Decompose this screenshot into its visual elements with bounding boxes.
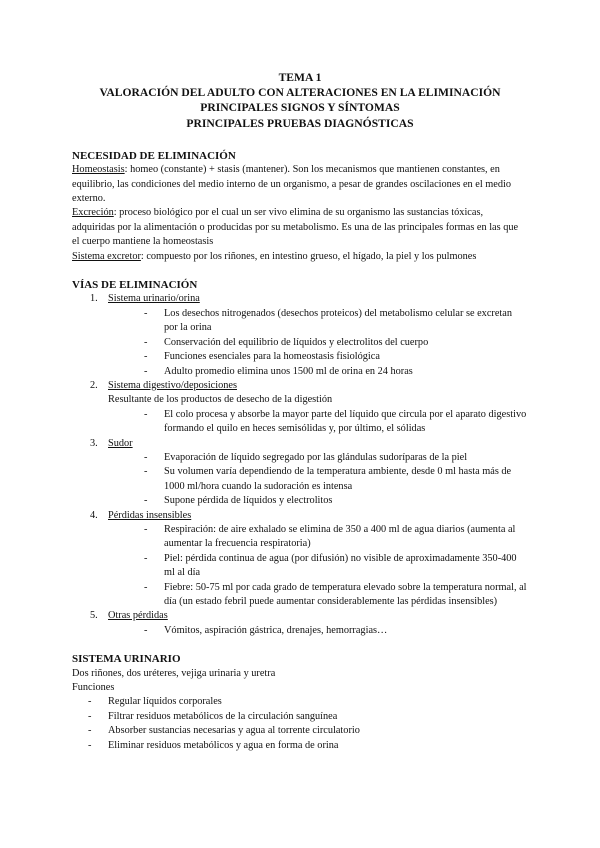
bullet-item: - Absorber sustancias necesarias y agua al torrente circulatorio [108, 724, 528, 738]
term-sistema-excretor: Sistema excretor [72, 250, 141, 262]
section-heading: NECESIDAD DE ELIMINACIÓN [72, 149, 236, 162]
bullet-list [108, 451, 528, 509]
bullet-item: - Supone pérdida de líquidos y electrolitos [164, 494, 528, 508]
list-item [90, 609, 528, 638]
text-excrecion: : proceso biológico por el cual un ser vivo elimina de su organismo las sustancias tóxicas, adquiridas por la alimentación o producidas por su metabolismo. Es una de las principales formas en las que el cuerpo mantiene la homeostasis [72, 207, 519, 248]
title-line-4: PRINCIPALES PRUEBAS DIAGNÓSTICAS [186, 116, 414, 130]
vias-list [72, 292, 528, 638]
bullet-list [72, 695, 528, 753]
term-excrecion: Excreción [72, 207, 114, 219]
paragraph-componentes: Dos riñones, dos uréteres, vejiga urinaria y uretra [72, 667, 276, 679]
bullet-item: - Eliminar residuos metabólicos y agua en forma de orina [108, 739, 528, 753]
term-homeostasis: Homeostasis [72, 164, 125, 176]
bullet-item: - Su volumen varía dependiendo de la temperatura ambiente, desde 0 ml hasta más de 1000 ml/hora cuando la sudoración es intensa [164, 465, 528, 494]
paragraph-sistema-excretor [72, 250, 528, 264]
title-block [72, 70, 528, 131]
bullet-item: - Evaporación de líquido segregado por las glándulas sudoríparas de la piel [164, 451, 528, 465]
bullet-item: - Los desechos nitrogenados (desechos proteicos) del metabolismo celular se excretan por la orina [164, 307, 528, 336]
bullet-item: - Conservación del equilibrio de líquidos y electrolitos del cuerpo [164, 336, 528, 350]
bullet-item: - Vómitos, aspiración gástrica, drenajes, hemorragias… [164, 624, 528, 638]
list-item [90, 509, 528, 610]
bullet-list [108, 624, 528, 638]
section-necesidad [72, 149, 528, 264]
item-number: 5. [90, 610, 98, 622]
paragraph-homeostasis [72, 163, 528, 206]
item-title: Sudor [108, 437, 133, 449]
paragraph-excrecion [72, 206, 528, 249]
item-title: Otras pérdidas [108, 610, 168, 622]
item-number: 1. [90, 293, 98, 305]
section-heading: VÍAS DE ELIMINACIÓN [72, 279, 198, 292]
paragraph-funciones: Funciones [72, 682, 115, 694]
bullet-item: - Respiración: de aire exhalado se elimina de 350 a 400 ml de agua diarios (aumenta al aumentar la frecuencia respiratoria) [164, 523, 528, 552]
bullet-item: - Funciones esenciales para la homeostasis fisiológica [164, 350, 528, 364]
bullet-item: - Regular líquidos corporales [108, 695, 528, 709]
bullet-list [108, 523, 528, 609]
item-title: Pérdidas insensibles [108, 509, 192, 521]
item-intro: Resultante de los productos de desecho de la digestión [108, 394, 333, 406]
item-number: 3. [90, 437, 98, 449]
section-vias [72, 278, 528, 638]
title-line-2: VALORACIÓN DEL ADULTO CON ALTERACIONES EN LA ELIMINACIÓN [99, 86, 501, 100]
bullet-list [108, 307, 528, 379]
bullet-item: - Adulto promedio elimina unos 1500 ml de orina en 24 horas [164, 365, 528, 379]
list-item [90, 379, 528, 437]
title-line-3: PRINCIPALES SIGNOS Y SÍNTOMAS [200, 101, 400, 115]
text-homeostasis: : homeo (constante) + stasis (mantener). Son los mecanismos que mantienen constantes, en equilibrio, las condiciones del medio interno de un organismo, a pesar de grandes oscilaciones en el medio externo. [72, 164, 512, 205]
item-title: Sistema digestivo/deposiciones [108, 379, 237, 391]
list-item [90, 292, 528, 378]
bullet-item: - Fiebre: 50-75 ml por cada grado de temperatura elevado sobre la temperatura normal, al día (un estado febril puede aumentar considerablemente las pérdidas insensibles) [164, 581, 528, 610]
section-heading: SISTEMA URINARIO [72, 653, 181, 666]
bullet-item: - Filtrar residuos metabólicos de la circulación sanguínea [108, 710, 528, 724]
text-sistema-excretor: : compuesto por los riñones, en intestino grueso, el hígado, la piel y los pulmones [140, 250, 477, 262]
list-item [90, 437, 528, 509]
section-urinario [72, 652, 528, 753]
title-line-1: TEMA 1 [278, 71, 322, 84]
bullet-item: - El colo procesa y absorbe la mayor parte del líquido que circula por el aparato digestivo formando el quilo en heces semisólidas y, por último, el sólidas [164, 408, 528, 437]
bullet-item: - Piel: pérdida continua de agua (por difusión) no visible de aproximadamente 350-400 ml al día [164, 552, 528, 581]
item-number: 2. [90, 379, 98, 391]
item-number: 4. [90, 509, 98, 521]
item-title: Sistema urinario/orina [108, 293, 200, 305]
bullet-list [108, 408, 528, 437]
